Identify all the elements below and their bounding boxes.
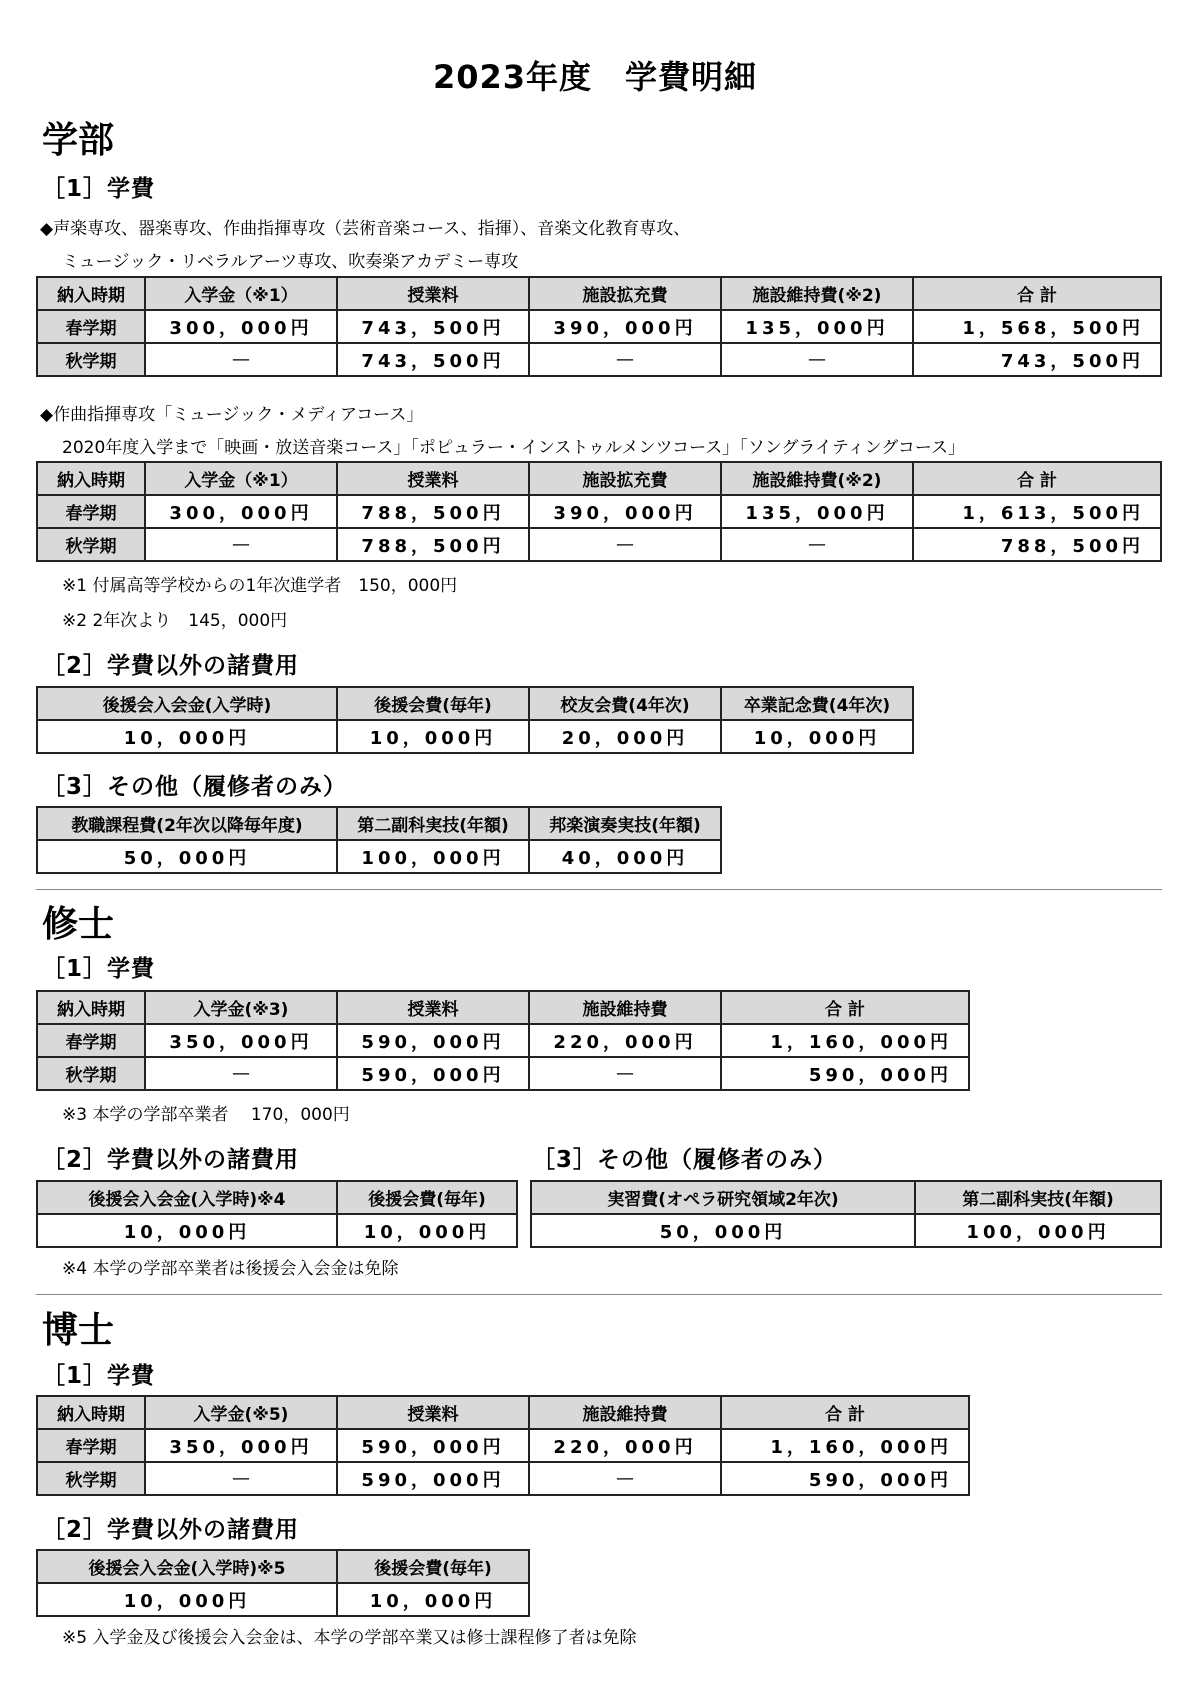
table-cell: 10，000円 xyxy=(337,720,529,753)
undergrad-other-title: ［2］学費以外の諸費用 xyxy=(42,653,300,679)
table-cell: 300，000円 xyxy=(145,310,337,343)
table-row xyxy=(37,495,1161,528)
header-cell: 合 計 xyxy=(721,991,969,1024)
table-row xyxy=(37,840,721,873)
table-header-row xyxy=(37,277,1161,310)
header-cell: 第二副科実技(年額) xyxy=(337,807,529,840)
table-row xyxy=(37,1462,969,1495)
footnote-2: ※2 2年次より 145，000円 xyxy=(62,611,288,631)
table-row xyxy=(37,1429,969,1462)
table-cell: 10，000円 xyxy=(337,1214,517,1247)
header-cell: 後援会費(毎年) xyxy=(337,1550,529,1583)
table-header-row xyxy=(37,462,1161,495)
header-cell: 納入時期 xyxy=(37,462,145,495)
row-label: 春学期 xyxy=(37,1429,145,1462)
table-cell: 10，000円 xyxy=(37,1583,337,1616)
doctor-fees-title: ［1］学費 xyxy=(42,1363,156,1389)
undergrad-note-a1: ◆声楽専攻、器楽専攻、作曲指揮専攻（芸術音楽コース、指揮）、音楽文化教育専攻、 xyxy=(40,219,691,239)
table-row xyxy=(37,1057,969,1090)
row-label: 秋学期 xyxy=(37,343,145,376)
master-misc-title: ［3］その他（履修者のみ） xyxy=(532,1147,838,1173)
table-cell: — xyxy=(145,1057,337,1090)
table-cell: 50，000円 xyxy=(37,840,337,873)
header-cell: 授業料 xyxy=(337,462,529,495)
table-cell: 1，613，500円 xyxy=(913,495,1161,528)
header-cell: 施設拡充費 xyxy=(529,462,721,495)
table-cell: 743，500円 xyxy=(337,310,529,343)
undergrad-note-a2: ミュージック・リベラルアーツ専攻、吹奏楽アカデミー専攻 xyxy=(62,252,519,272)
row-label: 春学期 xyxy=(37,310,145,343)
table-cell: 788，500円 xyxy=(337,495,529,528)
header-cell: 後援会入会金(入学時)※5 xyxy=(37,1550,337,1583)
table-cell: 590，000円 xyxy=(337,1429,529,1462)
doctor-fee-table xyxy=(36,1395,970,1496)
table-cell: 10，000円 xyxy=(37,1214,337,1247)
table-cell: 10，000円 xyxy=(337,1583,529,1616)
header-cell: 第二副科実技(年額) xyxy=(915,1181,1161,1214)
table-row xyxy=(37,310,1161,343)
table-cell: 788，500円 xyxy=(913,528,1161,561)
undergrad-fees-title: ［1］学費 xyxy=(42,176,156,202)
table-header-row xyxy=(531,1181,1161,1214)
table-cell: 350，000円 xyxy=(145,1024,337,1057)
doctor-other-table xyxy=(36,1549,530,1617)
table-cell: 743，500円 xyxy=(913,343,1161,376)
header-cell: 入学金（※1） xyxy=(145,277,337,310)
table-header-row xyxy=(37,807,721,840)
row-label: 秋学期 xyxy=(37,528,145,561)
header-cell: 後援会費(毎年) xyxy=(337,687,529,720)
header-cell: 納入時期 xyxy=(37,1396,145,1429)
table-header-row xyxy=(37,1181,517,1214)
table-cell: 100，000円 xyxy=(915,1214,1161,1247)
doctor-heading: 博士 xyxy=(42,1310,115,1351)
doctor-other-title: ［2］学費以外の諸費用 xyxy=(42,1517,300,1543)
undergrad-heading: 学部 xyxy=(42,120,115,161)
table-cell: — xyxy=(529,1057,721,1090)
master-heading: 修士 xyxy=(42,904,115,945)
table-header-row xyxy=(37,1550,529,1583)
header-cell: 合 計 xyxy=(721,1396,969,1429)
header-cell: 授業料 xyxy=(337,1396,529,1429)
footnote-3: ※3 本学の学部卒業者 170，000円 xyxy=(62,1105,350,1125)
table-cell: 100，000円 xyxy=(337,840,529,873)
header-cell: 入学金(※5) xyxy=(145,1396,337,1429)
undergrad-misc-table xyxy=(36,806,722,874)
table-cell: 1，160，000円 xyxy=(721,1024,969,1057)
master-misc-table xyxy=(530,1180,1162,1248)
table-cell: — xyxy=(145,1462,337,1495)
footnote-5: ※5 入学金及び後援会入会金は、本学の学部卒業又は修士課程修了者は免除 xyxy=(62,1628,637,1648)
table-cell: 590，000円 xyxy=(721,1462,969,1495)
header-cell: 施設維持費 xyxy=(529,991,721,1024)
document-title: 2023年度 学費明細 xyxy=(432,58,758,96)
table-cell: 590，000円 xyxy=(721,1057,969,1090)
table-cell: 590，000円 xyxy=(337,1462,529,1495)
header-cell: 入学金(※3) xyxy=(145,991,337,1024)
undergrad-note-b2: 2020年度入学まで「映画・放送音楽コース」「ポピュラー・インストゥルメンツコース」「ソングライティングコース」 xyxy=(62,438,966,458)
header-cell: 後援会入会金(入学時)※4 xyxy=(37,1181,337,1214)
table-cell: 20，000円 xyxy=(529,720,721,753)
header-cell: 納入時期 xyxy=(37,991,145,1024)
header-cell: 施設拡充費 xyxy=(529,277,721,310)
table-cell: 10，000円 xyxy=(37,720,337,753)
master-other-title: ［2］学費以外の諸費用 xyxy=(42,1147,300,1173)
header-cell: 施設維持費(※2) xyxy=(721,277,913,310)
table-cell: 40，000円 xyxy=(529,840,721,873)
header-cell: 合 計 xyxy=(913,462,1161,495)
table-cell: — xyxy=(529,1462,721,1495)
row-label: 春学期 xyxy=(37,1024,145,1057)
table-row xyxy=(37,343,1161,376)
header-cell: 入学金（※1） xyxy=(145,462,337,495)
row-label: 秋学期 xyxy=(37,1462,145,1495)
table-cell: — xyxy=(721,528,913,561)
table-cell: 50，000円 xyxy=(531,1214,915,1247)
header-cell: 邦楽演奏実技(年額) xyxy=(529,807,721,840)
table-cell: 135，000円 xyxy=(721,495,913,528)
table-row xyxy=(37,1024,969,1057)
header-cell: 卒業記念費(4年次) xyxy=(721,687,913,720)
table-header-row xyxy=(37,687,913,720)
section-divider xyxy=(36,1294,1162,1295)
header-cell: 授業料 xyxy=(337,991,529,1024)
table-header-row xyxy=(37,991,969,1024)
header-cell: 後援会費(毎年) xyxy=(337,1181,517,1214)
master-fees-title: ［1］学費 xyxy=(42,956,156,982)
table-cell: — xyxy=(529,528,721,561)
table-cell: — xyxy=(721,343,913,376)
table-cell: 390，000円 xyxy=(529,495,721,528)
header-cell: 後援会入会金(入学時) xyxy=(37,687,337,720)
footnote-1: ※1 付属高等学校からの1年次進学者 150，000円 xyxy=(62,576,458,596)
master-fee-table xyxy=(36,990,970,1091)
undergrad-note-b1: ◆作曲指揮専攻「ミュージック・メディアコース」 xyxy=(40,405,424,425)
table-cell: 1，568，500円 xyxy=(913,310,1161,343)
table-cell: — xyxy=(145,528,337,561)
table-cell: 300，000円 xyxy=(145,495,337,528)
footnote-4: ※4 本学の学部卒業者は後援会入会金は免除 xyxy=(62,1259,399,1279)
header-cell: 施設維持費(※2) xyxy=(721,462,913,495)
header-cell: 教職課程費(2年次以降毎年度) xyxy=(37,807,337,840)
table-header-row xyxy=(37,1396,969,1429)
table-cell: 135，000円 xyxy=(721,310,913,343)
table-cell: 1，160，000円 xyxy=(721,1429,969,1462)
header-cell: 施設維持費 xyxy=(529,1396,721,1429)
table-cell: 350，000円 xyxy=(145,1429,337,1462)
header-cell: 授業料 xyxy=(337,277,529,310)
header-cell: 合 計 xyxy=(913,277,1161,310)
table-cell: — xyxy=(145,343,337,376)
table-cell: 390，000円 xyxy=(529,310,721,343)
table-row xyxy=(531,1214,1161,1247)
master-other-table xyxy=(36,1180,518,1248)
undergrad-fee-table-a xyxy=(36,276,1162,377)
header-cell: 校友会費(4年次) xyxy=(529,687,721,720)
table-row xyxy=(37,1214,517,1247)
row-label: 春学期 xyxy=(37,495,145,528)
table-cell: 788，500円 xyxy=(337,528,529,561)
table-cell: 743，500円 xyxy=(337,343,529,376)
header-cell: 納入時期 xyxy=(37,277,145,310)
table-cell: 220，000円 xyxy=(529,1429,721,1462)
undergrad-misc-title: ［3］その他（履修者のみ） xyxy=(42,774,348,800)
table-cell: 590，000円 xyxy=(337,1024,529,1057)
section-divider xyxy=(36,889,1162,890)
table-cell: 220，000円 xyxy=(529,1024,721,1057)
table-cell: — xyxy=(529,343,721,376)
table-row xyxy=(37,720,913,753)
undergrad-fee-table-b xyxy=(36,461,1162,562)
table-cell: 10，000円 xyxy=(721,720,913,753)
header-cell: 実習費(オペラ研究領域2年次) xyxy=(531,1181,915,1214)
table-row xyxy=(37,1583,529,1616)
undergrad-other-table xyxy=(36,686,914,754)
row-label: 秋学期 xyxy=(37,1057,145,1090)
table-row xyxy=(37,528,1161,561)
table-cell: 590，000円 xyxy=(337,1057,529,1090)
